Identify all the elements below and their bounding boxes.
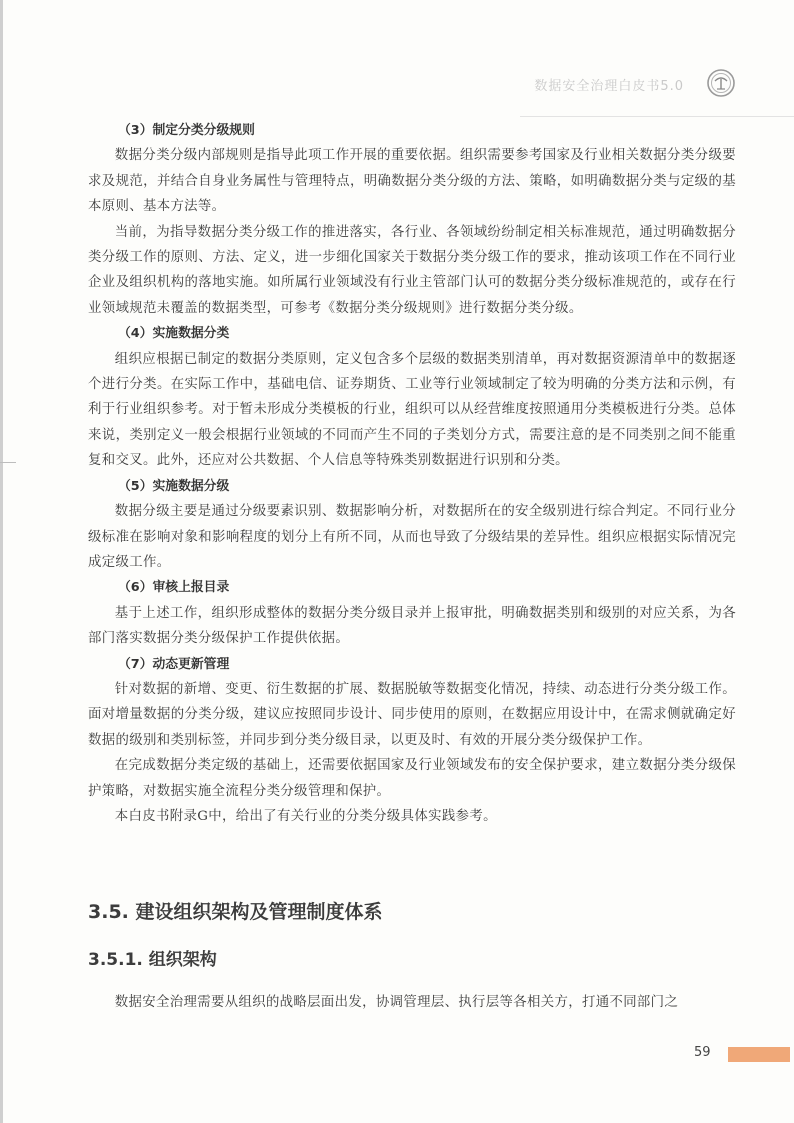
numbered-subhead: （6）审核上报目录 bbox=[118, 580, 230, 596]
body-paragraph: 数据分级主要是通过分级要素识别、数据影响分析，对数据所在的安全级别进行综合判定。不同行业分级标准在影响对象和影响程度的划分上有所不同，从而也导致了分级结果的差异性。组织应根据实际情况完成定级工作。 bbox=[88, 504, 736, 570]
body-text bbox=[88, 118, 736, 829]
numbered-subhead: （5）实施数据分级 bbox=[118, 478, 230, 494]
page-left-edge bbox=[0, 0, 3, 1123]
page-margin-mark bbox=[0, 462, 16, 463]
body-paragraph: 基于上述工作，组织形成整体的数据分类分级目录并上报审批，明确数据类别和级别的对应关系，为各部门落实数据分类分级保护工作提供依据。 bbox=[88, 605, 736, 647]
body-paragraph: 当前，为指导数据分类分级工作的推进落实，各行业、各领域纷纷制定相关标准规范，通过明确数据分类分级工作的原则、方法、定义，进一步细化国家关于数据分类分级工作的要求，推动该项工作在不同行业企业及组织机构的落地实施。如所属行业领域没有行业主管部门认可的数据分类分级标准规范的，或存在行业领域规范未覆盖的数据类型，可参考《数据分类分级规则》进行数据分类分级。 bbox=[88, 224, 736, 316]
page-number-accent-bar bbox=[728, 1047, 790, 1062]
numbered-subhead: （4）实施数据分类 bbox=[118, 326, 230, 342]
body-paragraph: 数据分类分级内部规则是指导此项工作开展的重要依据。组织需要参考国家及行业相关数据分类分级要求及规范，并结合自身业务属性与管理特点，明确数据分类分级的方法、策略，如明确数据分类与定级的基本原则、基本方法等。 bbox=[88, 148, 736, 215]
numbered-subhead: （3）制定分类分级规则 bbox=[118, 123, 255, 138]
section-heading: 3.5. 建设组织架构及管理制度体系 bbox=[88, 901, 383, 923]
header-title: 数据安全治理白皮书5.0 bbox=[534, 79, 684, 94]
running-header bbox=[520, 62, 794, 117]
subsection-heading: 3.5.1. 组织架构 bbox=[88, 950, 217, 970]
numbered-subhead: （7）动态更新管理 bbox=[118, 656, 230, 672]
page-number: 59 bbox=[694, 1045, 711, 1060]
body-paragraph: 数据安全治理需要从组织的战略层面出发，协调管理层、执行层等各相关方，打通不同部门之 bbox=[114, 995, 679, 1010]
body-paragraph: 组织应根据已制定的数据分类原则，定义包含多个层级的数据类别清单，再对数据资源清单中的数据逐个进行分类。在实际工作中，基础电信、证券期货、工业等行业领域制定了较为明确的分类方法和示例，有利于行业组织参考。对于暂未形成分类模板的行业，组织可以从经营维度按照通用分类模板进行分类。总体来说，类别定义一般会根据行业领域的不同而产生不同的子类划分方式，需要注意的是不同类别之间不能重复和交叉。此外，还应对公共数据、个人信息等特殊类别数据进行识别和分类。 bbox=[88, 351, 736, 469]
body-paragraph: 在完成数据分类定级的基础上，还需要依据国家及行业领域发布的安全保护要求，建立数据分类分级保护策略，对数据实施全流程分类分级管理和保护。 bbox=[88, 758, 736, 799]
seal-logo-icon bbox=[706, 68, 736, 98]
body-paragraph: 本白皮书附录G中，给出了有关行业的分类分级具体实践参考。 bbox=[114, 808, 497, 824]
body-paragraph: 针对数据的新增、变更、衍生数据的扩展、数据脱敏等数据变化情况，持续、动态进行分类分级工作。面对增量数据的分类分级，建议应按照同步设计、同步使用的原则，在数据应用设计中，在需求侧就确定好数据的级别和类别标签，并同步到分类分级目录，以更及时、有效的开展分类分级保护工作。 bbox=[88, 681, 736, 748]
